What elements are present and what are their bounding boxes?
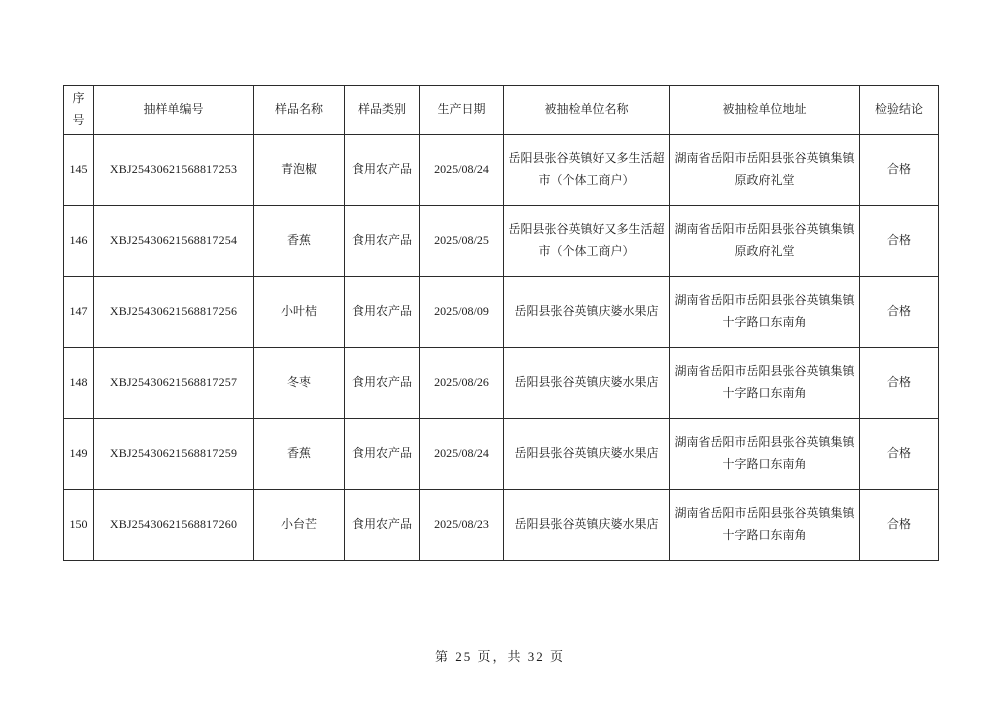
sample-name-cell: 青泡椒 bbox=[254, 135, 345, 206]
table-row bbox=[64, 206, 939, 277]
page-number-footer: 第 25 页，共 32 页 bbox=[434, 649, 565, 664]
sample-name-cell: 小叶桔 bbox=[254, 277, 345, 348]
unit-name-cell: 岳阳县张谷英镇庆婆水果店 bbox=[504, 419, 670, 490]
table-row bbox=[64, 490, 939, 561]
serial-cell: 147 bbox=[64, 277, 94, 348]
result-cell: 合格 bbox=[860, 419, 939, 490]
serial-cell: 150 bbox=[64, 490, 94, 561]
column-header-sample-category: 样品类别 bbox=[345, 86, 420, 135]
column-header-production-date: 生产日期 bbox=[420, 86, 504, 135]
column-header-sample-name: 样品名称 bbox=[254, 86, 345, 135]
sample-no-cell: XBJ25430621568817256 bbox=[94, 277, 254, 348]
inspection-results-table bbox=[63, 85, 939, 561]
sample-name-cell: 香蕉 bbox=[254, 419, 345, 490]
sample-no-cell: XBJ25430621568817254 bbox=[94, 206, 254, 277]
sample-category-cell: 食用农产品 bbox=[345, 135, 420, 206]
production-date-cell: 2025/08/26 bbox=[420, 348, 504, 419]
result-cell: 合格 bbox=[860, 348, 939, 419]
table-row bbox=[64, 419, 939, 490]
sample-name-cell: 香蕉 bbox=[254, 206, 345, 277]
unit-name-cell: 岳阳县张谷英镇庆婆水果店 bbox=[504, 490, 670, 561]
unit-name-cell: 岳阳县张谷英镇庆婆水果店 bbox=[504, 277, 670, 348]
unit-name-cell: 岳阳县张谷英镇庆婆水果店 bbox=[504, 348, 670, 419]
serial-cell: 148 bbox=[64, 348, 94, 419]
sample-no-cell: XBJ25430621568817260 bbox=[94, 490, 254, 561]
sample-category-cell: 食用农产品 bbox=[345, 277, 420, 348]
table-header-row bbox=[64, 86, 939, 135]
unit-address-cell: 湖南省岳阳市岳阳县张谷英镇集镇十字路口东南角 bbox=[670, 277, 860, 348]
result-cell: 合格 bbox=[860, 206, 939, 277]
production-date-cell: 2025/08/09 bbox=[420, 277, 504, 348]
sample-category-cell: 食用农产品 bbox=[345, 490, 420, 561]
sample-name-cell: 小台芒 bbox=[254, 490, 345, 561]
column-header-unit-name: 被抽检单位名称 bbox=[504, 86, 670, 135]
sample-category-cell: 食用农产品 bbox=[345, 206, 420, 277]
production-date-cell: 2025/08/23 bbox=[420, 490, 504, 561]
production-date-cell: 2025/08/24 bbox=[420, 135, 504, 206]
unit-name-cell: 岳阳县张谷英镇好又多生活超市（个体工商户） bbox=[504, 206, 670, 277]
serial-cell: 146 bbox=[64, 206, 94, 277]
serial-cell: 145 bbox=[64, 135, 94, 206]
unit-address-cell: 湖南省岳阳市岳阳县张谷英镇集镇十字路口东南角 bbox=[670, 419, 860, 490]
table-header bbox=[64, 86, 939, 135]
sample-category-cell: 食用农产品 bbox=[345, 419, 420, 490]
table-body bbox=[64, 135, 939, 561]
column-header-unit-address: 被抽检单位地址 bbox=[670, 86, 860, 135]
result-cell: 合格 bbox=[860, 277, 939, 348]
unit-address-cell: 湖南省岳阳市岳阳县张谷英镇集镇原政府礼堂 bbox=[670, 206, 860, 277]
sample-category-cell: 食用农产品 bbox=[345, 348, 420, 419]
result-cell: 合格 bbox=[860, 490, 939, 561]
result-cell: 合格 bbox=[860, 135, 939, 206]
serial-cell: 149 bbox=[64, 419, 94, 490]
column-header-serial: 序号 bbox=[64, 86, 94, 135]
production-date-cell: 2025/08/25 bbox=[420, 206, 504, 277]
column-header-sample-no: 抽样单编号 bbox=[94, 86, 254, 135]
unit-address-cell: 湖南省岳阳市岳阳县张谷英镇集镇原政府礼堂 bbox=[670, 135, 860, 206]
unit-address-cell: 湖南省岳阳市岳阳县张谷英镇集镇十字路口东南角 bbox=[670, 348, 860, 419]
sample-no-cell: XBJ25430621568817253 bbox=[94, 135, 254, 206]
table-row bbox=[64, 277, 939, 348]
unit-name-cell: 岳阳县张谷英镇好又多生活超市（个体工商户） bbox=[504, 135, 670, 206]
unit-address-cell: 湖南省岳阳市岳阳县张谷英镇集镇十字路口东南角 bbox=[670, 490, 860, 561]
table-row bbox=[64, 135, 939, 206]
production-date-cell: 2025/08/24 bbox=[420, 419, 504, 490]
column-header-result: 检验结论 bbox=[860, 86, 939, 135]
sample-no-cell: XBJ25430621568817257 bbox=[94, 348, 254, 419]
sample-no-cell: XBJ25430621568817259 bbox=[94, 419, 254, 490]
table-row bbox=[64, 348, 939, 419]
sample-name-cell: 冬枣 bbox=[254, 348, 345, 419]
